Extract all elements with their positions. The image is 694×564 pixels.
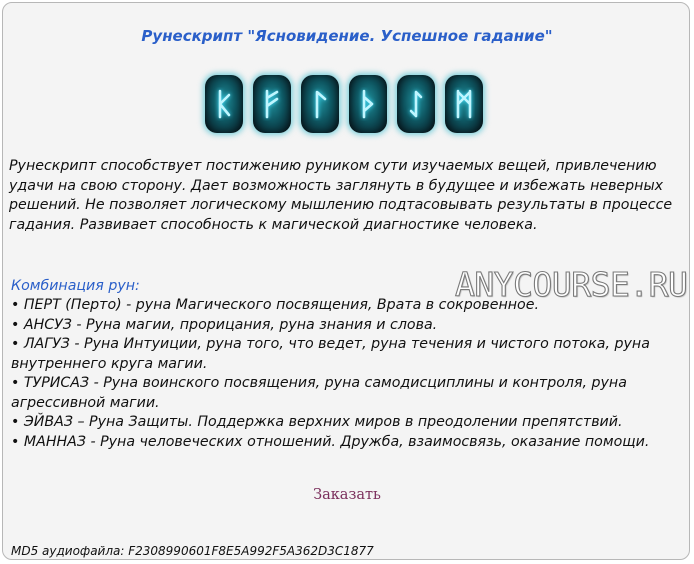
thurisaz-rune-icon <box>349 75 387 133</box>
combination-heading: Комбинация рун: <box>11 278 140 294</box>
content-panel <box>2 2 690 560</box>
mannaz-rune-icon <box>445 75 483 133</box>
eihwaz-rune-icon <box>397 75 435 133</box>
md5-text: MD5 аудиофайла: F2308990601F8E5A992F5A362D3C1877 <box>11 544 374 558</box>
list-item: • ЛАГУЗ - Руна Интуиции, руна того, что ведет, руна течения и чистого потока, руна внутреннего круга магии. <box>11 336 650 372</box>
list-item: • АНСУЗ - Руна магии, прорицания, руна знания и слова. <box>11 316 438 333</box>
list-item: • ТУРИСАЗ - Руна воинского посвящения, руна самодисциплины и контроля, руна агрессивной магии. <box>11 375 627 411</box>
order-link[interactable]: Заказать <box>313 487 381 503</box>
watermark: ANYCOURSE.RU <box>455 265 688 304</box>
rune-image-strip <box>205 75 483 137</box>
fehu-rune-icon <box>253 75 291 133</box>
list-item: • ПЕРТ (Перто) - руна Магического посвящения, Врата в сокровенное. <box>11 297 539 313</box>
description-text: Рунескрипт способствует постижению руником сути изучаемых вещей, привлечению удачи на свою сторону. Дает возможность заглянуть в будущее и избежать неверных решений. Не позволяет логическому мышлению подтасовывать результаты в процессе гадания. Развивает способность к магической диагностике человека. <box>9 158 673 233</box>
list-item: • МАННАЗ - Руна человеческих отношений. Дружба, взаимосвязь, оказание помощи. <box>11 433 650 450</box>
laguz-rune-icon <box>301 75 339 133</box>
kenaz-rune-icon <box>205 75 243 133</box>
list-item: • ЭЙВАЗ – Руна Защиты. Поддержка верхних миров в преодолении препятствий. <box>11 414 623 430</box>
rune-combination-list <box>11 296 675 452</box>
page-title: Рунескрипт "Ясновидение. Успешное гадание" <box>141 27 553 45</box>
